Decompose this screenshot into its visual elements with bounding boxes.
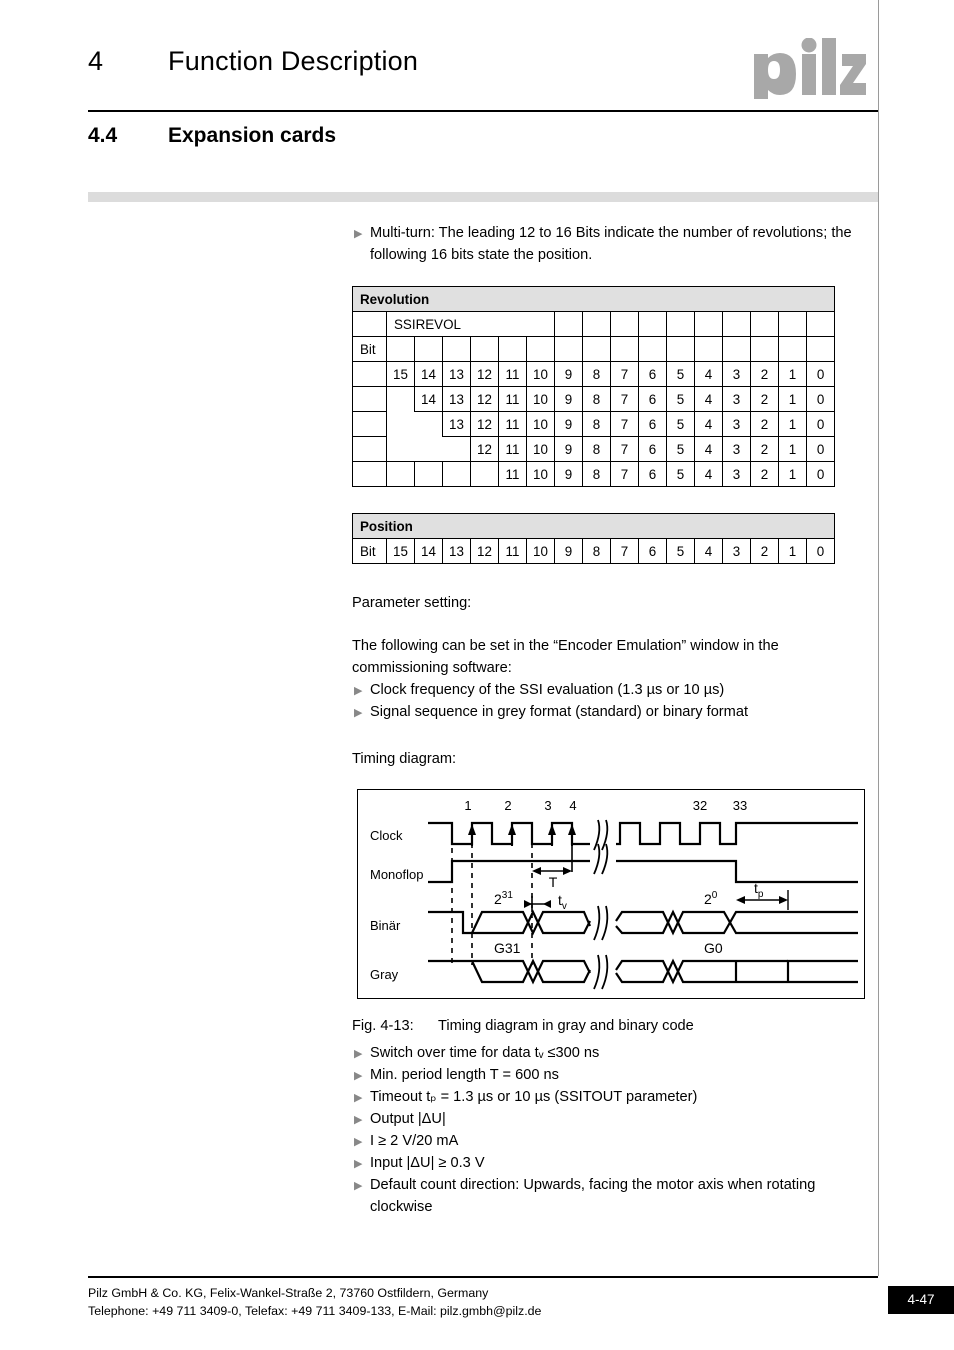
position-table-element bbox=[352, 513, 835, 564]
table-cell bbox=[443, 337, 471, 362]
table-cell: 2 bbox=[751, 412, 779, 437]
table-title-row bbox=[353, 514, 835, 539]
table-cell bbox=[471, 337, 499, 362]
bullet-arrow-icon: ▶ bbox=[354, 1092, 363, 1104]
table-cell bbox=[723, 337, 751, 362]
section-title: Expansion cards bbox=[168, 124, 337, 147]
table-cell bbox=[807, 312, 835, 337]
clock-tick-1: 1 bbox=[464, 798, 472, 813]
bullet-arrow-icon: ▶ bbox=[354, 1136, 363, 1148]
list-item bbox=[352, 1130, 864, 1152]
table-cell: 3 bbox=[723, 437, 751, 462]
table-cell: 5 bbox=[667, 437, 695, 462]
bullet-arrow-icon: ▶ bbox=[354, 1180, 363, 1192]
table-cell: 2 bbox=[751, 539, 779, 564]
bullet-arrow-icon: ▶ bbox=[354, 1070, 363, 1082]
table-cell: 11 bbox=[499, 437, 527, 462]
table-cell bbox=[353, 362, 387, 387]
table-cell bbox=[751, 337, 779, 362]
table-cell bbox=[723, 312, 751, 337]
following-text: The following can be set in the “Encoder Emulation” window in the commissioning software: bbox=[352, 638, 779, 676]
switchover-label-tv: $t_v$ bbox=[558, 892, 567, 912]
table-cell: 7 bbox=[611, 462, 639, 487]
page-vertical-rule bbox=[878, 0, 879, 1276]
list-item bbox=[352, 1086, 864, 1108]
list-item-label: Signal sequence in grey format (standard) or binary format bbox=[370, 704, 748, 720]
table-cell: 9 bbox=[555, 412, 583, 437]
table-cell: 9 bbox=[555, 539, 583, 564]
table-cell bbox=[415, 437, 443, 462]
table-cell: 2 bbox=[751, 462, 779, 487]
bit-label: Bit bbox=[353, 539, 387, 564]
table-cell: 5 bbox=[667, 539, 695, 564]
table-cell: 3 bbox=[723, 362, 751, 387]
list-item bbox=[352, 1152, 864, 1174]
table-cell: 0 bbox=[807, 539, 835, 564]
table-cell: 11 bbox=[499, 387, 527, 412]
table-cell: 7 bbox=[611, 437, 639, 462]
table-cell: 14 bbox=[415, 539, 443, 564]
position-table bbox=[352, 513, 835, 564]
ssirevol-label: SSIREVOL bbox=[387, 312, 555, 337]
list-item bbox=[352, 1042, 864, 1064]
table-cell: 0 bbox=[807, 437, 835, 462]
table-cell bbox=[353, 387, 387, 412]
table-cell: 9 bbox=[555, 362, 583, 387]
table-cell: 6 bbox=[639, 462, 667, 487]
table-cell: 5 bbox=[667, 462, 695, 487]
header-rule bbox=[88, 110, 878, 112]
table-cell bbox=[353, 462, 387, 487]
table-cell: 8 bbox=[583, 437, 611, 462]
table-cell: 1 bbox=[779, 437, 807, 462]
chapter-number: 4 bbox=[88, 46, 104, 76]
table-cell bbox=[471, 462, 499, 487]
table-cell: 8 bbox=[583, 362, 611, 387]
binary-lsb-label: $2^0$ bbox=[704, 890, 718, 907]
table-cell: 11 bbox=[499, 462, 527, 487]
revolution-title: Revolution bbox=[353, 287, 835, 312]
intro-bullet-text: Multi-turn: The leading 12 to 16 Bits indicate the number of revolutions; the following 16 bits state the position. bbox=[370, 225, 852, 263]
table-cell: 3 bbox=[723, 539, 751, 564]
page-number-text: 4-47 bbox=[907, 1292, 935, 1307]
table-cell: 12 bbox=[471, 437, 499, 462]
table-cell bbox=[387, 412, 415, 437]
table-cell bbox=[695, 312, 723, 337]
table-cell bbox=[527, 337, 555, 362]
clock-tick-32: 32 bbox=[692, 798, 708, 813]
section-heading bbox=[88, 124, 336, 148]
table-cell bbox=[555, 337, 583, 362]
table-cell: 9 bbox=[555, 387, 583, 412]
table-cell: 5 bbox=[667, 412, 695, 437]
ssirevol-row bbox=[353, 312, 835, 337]
table-cell: 8 bbox=[583, 462, 611, 487]
table-cell: 0 bbox=[807, 412, 835, 437]
table-cell bbox=[695, 337, 723, 362]
table-cell: 10 bbox=[527, 362, 555, 387]
table-cell bbox=[583, 312, 611, 337]
table-cell: 8 bbox=[583, 412, 611, 437]
table-row bbox=[353, 387, 835, 412]
table-cell bbox=[387, 462, 415, 487]
table-cell bbox=[611, 337, 639, 362]
table-cell bbox=[583, 337, 611, 362]
clock-tick-2: 2 bbox=[504, 798, 512, 813]
bit-label: Bit bbox=[353, 337, 387, 362]
footer-line-1: Pilz GmbH & Co. KG, Felix-Wankel-Straße 2, 73760 Ostfildern, Germany bbox=[88, 1286, 489, 1300]
figure-caption-label: Fig. 4-13: bbox=[352, 1018, 414, 1034]
table-cell bbox=[415, 462, 443, 487]
table-cell bbox=[667, 312, 695, 337]
signal-label-binar: Binär bbox=[370, 918, 401, 933]
table-row bbox=[353, 412, 835, 437]
table-cell: 4 bbox=[695, 362, 723, 387]
table-cell: 14 bbox=[415, 387, 443, 412]
table-cell: 15 bbox=[387, 539, 415, 564]
list-item-label: Default count direction: Upwards, facing the motor axis when rotating clockwise bbox=[370, 1177, 816, 1215]
table-cell bbox=[353, 412, 387, 437]
section-grey-bar bbox=[88, 192, 878, 202]
intro-bullet-list bbox=[352, 222, 864, 266]
spec-bullet-list bbox=[352, 1042, 864, 1218]
gray-lsb-label: G0 bbox=[704, 940, 723, 956]
table-cell: 5 bbox=[667, 387, 695, 412]
table-cell: 10 bbox=[527, 412, 555, 437]
table-cell bbox=[611, 312, 639, 337]
table-cell bbox=[779, 337, 807, 362]
list-item-label: Clock frequency of the SSI evaluation (1.3 µs or 10 µs) bbox=[370, 682, 725, 698]
list-item-label: I ≥ 2 V/20 mA bbox=[370, 1133, 459, 1149]
table-cell: 8 bbox=[583, 387, 611, 412]
table-cell: 10 bbox=[527, 437, 555, 462]
table-cell: 2 bbox=[751, 387, 779, 412]
bullet-arrow-icon: ▶ bbox=[354, 707, 363, 719]
table-cell: 1 bbox=[779, 387, 807, 412]
table-cell bbox=[751, 312, 779, 337]
table-cell bbox=[387, 337, 415, 362]
footer-address bbox=[88, 1284, 541, 1320]
table-cell: 2 bbox=[751, 362, 779, 387]
table-cell: 13 bbox=[443, 362, 471, 387]
table-cell bbox=[443, 437, 471, 462]
table-cell: 10 bbox=[527, 539, 555, 564]
table-row bbox=[353, 362, 835, 387]
table-cell: 6 bbox=[639, 412, 667, 437]
table-cell: 6 bbox=[639, 539, 667, 564]
table-cell: 7 bbox=[611, 362, 639, 387]
table-cell bbox=[555, 312, 583, 337]
table-cell: 15 bbox=[387, 362, 415, 387]
table-cell: 1 bbox=[779, 462, 807, 487]
list-item-label: Switch over time for data tᵥ ≤300 ns bbox=[370, 1045, 600, 1061]
settings-block bbox=[352, 635, 864, 723]
table-cell: 3 bbox=[723, 412, 751, 437]
signal-label-clock: Clock bbox=[370, 828, 403, 843]
period-label-T: T bbox=[548, 874, 558, 890]
bullet-arrow-icon: ▶ bbox=[354, 1048, 363, 1060]
list-item-label: Timeout tₚ = 1.3 µs or 10 µs (SSITOUT parameter) bbox=[370, 1089, 698, 1105]
position-title: Position bbox=[353, 514, 835, 539]
table-title-row bbox=[353, 287, 835, 312]
timing-diagram-label: Timing diagram: bbox=[352, 751, 457, 767]
table-cell bbox=[639, 337, 667, 362]
table-cell bbox=[667, 337, 695, 362]
table-cell bbox=[779, 312, 807, 337]
table-cell: 4 bbox=[695, 539, 723, 564]
footer-line-2: Telephone: +49 711 3409-0, Telefax: +49 711 3409-133, E-Mail: pilz.gmbh@pilz.de bbox=[88, 1304, 542, 1318]
footer-rule bbox=[88, 1276, 878, 1278]
table-cell: 12 bbox=[471, 387, 499, 412]
table-cell: 11 bbox=[499, 412, 527, 437]
table-cell bbox=[415, 337, 443, 362]
table-cell: 1 bbox=[779, 539, 807, 564]
gray-msb-label: G31 bbox=[494, 940, 521, 956]
table-cell bbox=[415, 412, 443, 437]
table-cell: 11 bbox=[499, 539, 527, 564]
table-cell: 12 bbox=[471, 412, 499, 437]
table-cell: 4 bbox=[695, 387, 723, 412]
signal-label-gray: Gray bbox=[370, 967, 399, 982]
bullet-arrow-icon: ▶ bbox=[354, 228, 363, 240]
table-cell: 0 bbox=[807, 462, 835, 487]
list-item bbox=[352, 1064, 864, 1086]
timing-diagram-figure bbox=[357, 789, 865, 999]
table-row bbox=[353, 437, 835, 462]
table-cell: 12 bbox=[471, 362, 499, 387]
bit-label-row bbox=[353, 337, 835, 362]
list-item-label: Input |ΔU| ≥ 0.3 V bbox=[370, 1155, 485, 1171]
table-cell: 4 bbox=[695, 412, 723, 437]
clock-tick-4: 4 bbox=[569, 798, 577, 813]
signal-label-monoflop: Monoflop bbox=[370, 867, 424, 882]
table-cell: 6 bbox=[639, 387, 667, 412]
table-cell bbox=[443, 462, 471, 487]
pilz-logo bbox=[752, 38, 868, 100]
page-number-badge bbox=[888, 1286, 954, 1314]
list-item bbox=[352, 679, 864, 701]
clock-tick-3: 3 bbox=[544, 798, 552, 813]
table-cell: 7 bbox=[611, 539, 639, 564]
table-cell bbox=[353, 312, 387, 337]
table-cell: 10 bbox=[527, 462, 555, 487]
table-cell: 7 bbox=[611, 412, 639, 437]
table-cell: 3 bbox=[723, 462, 751, 487]
table-cell: 0 bbox=[807, 362, 835, 387]
table-cell: 0 bbox=[807, 387, 835, 412]
table-cell: 12 bbox=[471, 539, 499, 564]
table-cell: 14 bbox=[415, 362, 443, 387]
parameter-setting-label: Parameter setting: bbox=[352, 595, 472, 611]
table-cell: 13 bbox=[443, 539, 471, 564]
list-item bbox=[352, 1108, 864, 1130]
table-cell bbox=[807, 337, 835, 362]
list-item-label: Min. period length T = 600 ns bbox=[370, 1067, 559, 1083]
table-cell: 3 bbox=[723, 387, 751, 412]
table-cell: 8 bbox=[583, 539, 611, 564]
bullet-arrow-icon: ▶ bbox=[354, 685, 363, 697]
table-cell bbox=[639, 312, 667, 337]
clock-tick-33: 33 bbox=[732, 798, 748, 813]
table-cell: 9 bbox=[555, 437, 583, 462]
table-cell: 4 bbox=[695, 462, 723, 487]
table-cell bbox=[353, 437, 387, 462]
table-cell: 4 bbox=[695, 437, 723, 462]
table-cell: 13 bbox=[443, 412, 471, 437]
table-cell: 13 bbox=[443, 387, 471, 412]
table-cell: 2 bbox=[751, 437, 779, 462]
list-item-label: Output |ΔU| bbox=[370, 1111, 446, 1127]
table-cell: 5 bbox=[667, 362, 695, 387]
revolution-table bbox=[352, 286, 835, 487]
table-cell bbox=[499, 337, 527, 362]
table-cell: 1 bbox=[779, 362, 807, 387]
table-cell: 6 bbox=[639, 437, 667, 462]
table-cell: 6 bbox=[639, 362, 667, 387]
table-cell: 10 bbox=[527, 387, 555, 412]
figure-caption-text: Timing diagram in gray and binary code bbox=[438, 1018, 694, 1034]
setting-bullet-list bbox=[352, 679, 864, 723]
table-cell bbox=[387, 437, 415, 462]
list-item bbox=[352, 701, 864, 723]
bullet-arrow-icon: ▶ bbox=[354, 1114, 363, 1126]
revolution-table-element bbox=[352, 286, 835, 487]
list-item bbox=[352, 1174, 864, 1218]
table-cell bbox=[387, 387, 415, 412]
figure-caption bbox=[352, 1018, 864, 1034]
bullet-arrow-icon: ▶ bbox=[354, 1158, 363, 1170]
table-cell: 1 bbox=[779, 412, 807, 437]
chapter-title: Function Description bbox=[168, 46, 419, 76]
table-cell: 7 bbox=[611, 387, 639, 412]
table-cell: 9 bbox=[555, 462, 583, 487]
table-cell: 11 bbox=[499, 362, 527, 387]
list-item bbox=[352, 222, 864, 266]
timeout-label-tp: $t_p$ bbox=[754, 880, 764, 900]
table-row bbox=[353, 462, 835, 487]
section-number: 4.4 bbox=[88, 124, 118, 147]
chapter-heading bbox=[88, 46, 788, 77]
binary-msb-label: $2^{31}$ bbox=[494, 890, 513, 907]
table-row bbox=[353, 539, 835, 564]
